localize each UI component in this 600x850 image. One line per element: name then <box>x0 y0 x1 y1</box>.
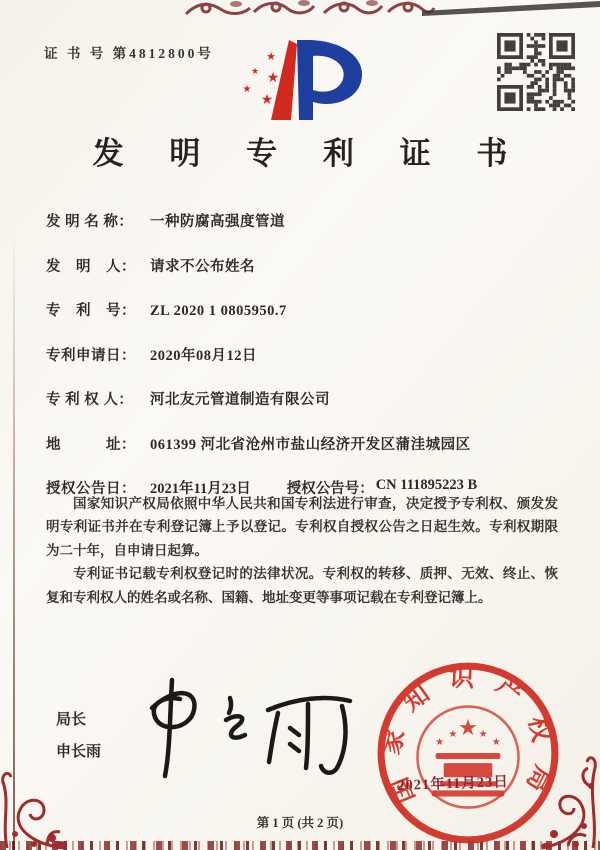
director-name: 申长雨 <box>56 744 102 761</box>
qr-code-icon <box>497 33 575 111</box>
svg-text:★: ★ <box>260 92 274 108</box>
field-value: 一种防腐高强度管道 <box>150 214 285 230</box>
field-filing-date <box>46 344 568 365</box>
field-patent-number <box>46 299 568 320</box>
grant-date-value: 2021年11月23日 <box>150 481 251 497</box>
seal-date: 2021年11月23日 <box>396 774 510 794</box>
legal-text <box>46 492 558 609</box>
field-value: 河北友元管道制造有限公司 <box>150 392 330 408</box>
svg-text:★: ★ <box>478 728 488 740</box>
field-value: ZL 2020 1 0805950.7 <box>150 303 287 319</box>
field-label: 地 址： <box>46 436 136 453</box>
svg-text:★: ★ <box>250 67 260 77</box>
director-title: 局长 <box>56 712 87 728</box>
field-value: 2020年08月12日 <box>150 347 257 364</box>
legal-paragraph-1: 国家知识产权局依照中华人民共和国专利法进行审查，决定授予专利权、颁发发明专利证书并在专利登记簿上予以登记。专利权自授权公告之日起生效。专利权期限为二十年，自申请日起算。 <box>46 496 558 558</box>
grant-number-value: CN 111895223 B <box>375 477 478 493</box>
svg-text:★: ★ <box>266 50 276 63</box>
field-label: 发 明 名 称： <box>46 214 134 230</box>
certificate-number: 证 书 号 第4812800号 <box>44 46 214 61</box>
bottom-left-flourish-icon <box>0 758 72 850</box>
field-label: 专 利 号： <box>46 303 136 319</box>
svg-text:★: ★ <box>448 728 458 740</box>
svg-text:★: ★ <box>458 714 478 741</box>
svg-text:★: ★ <box>435 736 445 748</box>
certificate-title: 发 明 专 利 证 书 <box>92 136 527 171</box>
field-label: 授权公告号： <box>286 481 374 497</box>
field-label: 授权公告日： <box>46 481 136 497</box>
field-invention-name <box>46 210 568 231</box>
field-label: 专利申请日： <box>46 347 136 364</box>
signoff-block <box>56 704 101 769</box>
cnipa-logo-icon <box>231 34 369 122</box>
field-address <box>46 433 568 454</box>
svg-text:★: ★ <box>491 736 501 748</box>
field-value: 请求不公布姓名 <box>150 258 255 275</box>
field-value: 061399 河北省沧州市盐山经济开发区蒲洼城园区 <box>150 436 471 453</box>
handwritten-signature-icon <box>118 668 364 788</box>
field-label: 专 利 权 人： <box>46 392 134 408</box>
field-inventor <box>46 255 568 276</box>
svg-text:★: ★ <box>242 84 252 95</box>
field-list <box>46 210 568 498</box>
field-patentee <box>46 388 568 409</box>
svg-text:★: ★ <box>266 70 280 86</box>
photo-edge-line <box>422 0 600 18</box>
legal-paragraph-2: 专利证书记载专利权登记时的法律状况。专利权的转移、质押、无效、终止、恢复和专利权人的姓名或名称、国籍、地址变更等事项记载在专利登记簿上。 <box>46 566 558 605</box>
left-page-edge-line <box>13 230 15 850</box>
top-border-ornament-icon <box>184 0 436 17</box>
seal-text: 国家知识产权局 <box>376 663 560 814</box>
page-number: 第 1 页 (共 2 页) <box>256 816 344 830</box>
field-label: 发 明 人： <box>46 258 136 275</box>
